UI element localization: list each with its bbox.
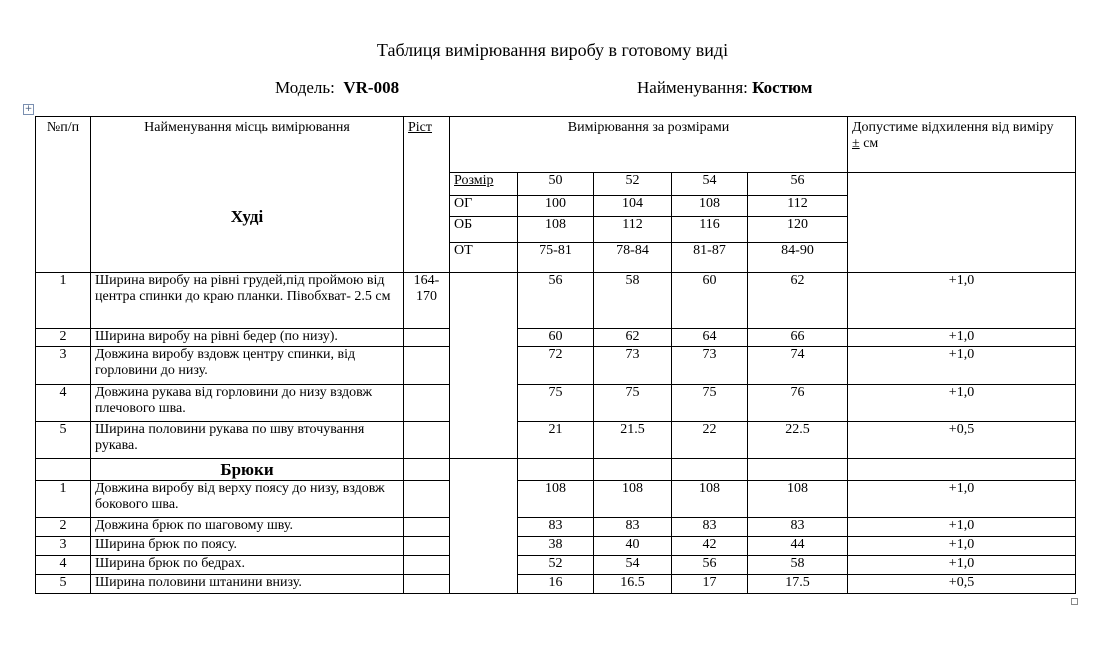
blank-cell: [404, 422, 450, 459]
table-row: [36, 422, 1076, 459]
row-value: 108: [672, 481, 748, 518]
row-num: 3: [36, 347, 91, 385]
row-text: Ширина виробу на рівні грудей,під проймою від центра спинки до краю планки. Півобхват- 2.5 см: [91, 273, 404, 329]
chest-label: ОГ: [450, 196, 518, 217]
row-text: Ширина брюк по бедрах.: [91, 556, 404, 575]
row-tolerance: +1,0: [848, 556, 1076, 575]
row-value: 75: [518, 385, 594, 422]
chest-value: 108: [672, 196, 748, 217]
name-value: Костюм: [752, 78, 813, 97]
hip-value: 108: [518, 217, 594, 243]
blank-cell: [594, 459, 672, 481]
chest-value: 104: [594, 196, 672, 217]
table-row: [36, 385, 1076, 422]
blank-cell: [450, 459, 518, 594]
row-value: 17: [672, 575, 748, 594]
blank-cell: [404, 329, 450, 347]
row-value: 83: [672, 518, 748, 537]
row-num: 1: [36, 273, 91, 329]
row-tolerance: +1,0: [848, 537, 1076, 556]
row-value: 83: [594, 518, 672, 537]
row-value: 62: [594, 329, 672, 347]
blank-cell: [404, 459, 450, 481]
row-value: 73: [594, 347, 672, 385]
row-value: 60: [518, 329, 594, 347]
header-tolerance-text: Допустиме відхилення від виміру: [852, 120, 1054, 135]
header-place-label: Найменування місць вимірювання: [144, 120, 350, 135]
model-line: [275, 78, 399, 98]
row-value: 56: [672, 556, 748, 575]
row-value: 64: [672, 329, 748, 347]
row-text: Ширина половини рукава по шву вточування рукава.: [91, 422, 404, 459]
row-num: 2: [36, 518, 91, 537]
row-value: 66: [748, 329, 848, 347]
size-label-text: Розмір: [454, 173, 494, 188]
header-place: [91, 117, 404, 273]
header-num: №п/п: [36, 117, 91, 273]
size-value: 56: [748, 173, 848, 196]
blank-cell: [404, 537, 450, 556]
row-value: 54: [594, 556, 672, 575]
section-title-hoodie: Худі: [230, 207, 264, 226]
header-tolerance: [848, 117, 1076, 173]
row-value: 83: [518, 518, 594, 537]
row-value: 60: [672, 273, 748, 329]
row-value: 108: [518, 481, 594, 518]
row-value: 21: [518, 422, 594, 459]
row-num: 1: [36, 481, 91, 518]
blank-cell: [404, 575, 450, 594]
header-tolerance-unit: см: [863, 136, 879, 151]
row-value: 42: [672, 537, 748, 556]
header-tolerance-unit-line: [852, 136, 1071, 152]
hip-value: 120: [748, 217, 848, 243]
header-measurements: Вимірювання за розмірами: [450, 117, 848, 173]
row-text: Довжина брюк по шаговому шву.: [91, 518, 404, 537]
section-title-row: [36, 459, 1076, 481]
model-value: VR-008: [343, 78, 400, 97]
table-row: [36, 481, 1076, 518]
blank-cell: [404, 347, 450, 385]
row-value: 52: [518, 556, 594, 575]
row-value: 76: [748, 385, 848, 422]
table-move-handle-icon[interactable]: +: [24, 104, 33, 114]
row-value: 38: [518, 537, 594, 556]
row-value: 22: [672, 422, 748, 459]
row-text: Довжина виробу від верху поясу до низу, вздовж бокового шва.: [91, 481, 404, 518]
row-num: 4: [36, 556, 91, 575]
row-value: 108: [594, 481, 672, 518]
row-value: 72: [518, 347, 594, 385]
measurement-table: [35, 116, 1076, 594]
row-tolerance: +0,5: [848, 575, 1076, 594]
chest-value: 112: [748, 196, 848, 217]
row-num: 2: [36, 329, 91, 347]
row-tolerance: +1,0: [848, 518, 1076, 537]
hip-value: 116: [672, 217, 748, 243]
table-resize-handle[interactable]: [1071, 598, 1078, 605]
table-row: [36, 329, 1076, 347]
height-value: 164-170: [404, 273, 450, 329]
row-num: 4: [36, 385, 91, 422]
row-num: 5: [36, 422, 91, 459]
row-value: 16.5: [594, 575, 672, 594]
row-value: 83: [748, 518, 848, 537]
row-num: 3: [36, 537, 91, 556]
table-row: [36, 537, 1076, 556]
waist-value: 81-87: [672, 243, 748, 273]
blank-cell: [518, 459, 594, 481]
row-value: 108: [748, 481, 848, 518]
row-value: 40: [594, 537, 672, 556]
blank-cell: [404, 481, 450, 518]
row-value: 58: [748, 556, 848, 575]
chest-value: 100: [518, 196, 594, 217]
row-value: 75: [672, 385, 748, 422]
blank-cell: [404, 518, 450, 537]
row-num: 5: [36, 575, 91, 594]
header-height-label: Ріст: [408, 120, 433, 135]
blank-cell: [672, 459, 748, 481]
waist-label: ОТ: [450, 243, 518, 273]
row-tolerance: +1,0: [848, 347, 1076, 385]
tolerance-blank: [848, 173, 1076, 273]
size-label: [450, 173, 518, 196]
waist-value: 78-84: [594, 243, 672, 273]
row-text: Довжина рукава від горловини до низу вздовж плечового шва.: [91, 385, 404, 422]
row-value: 44: [748, 537, 848, 556]
table-row: [36, 518, 1076, 537]
row-value: 56: [518, 273, 594, 329]
row-value: 21.5: [594, 422, 672, 459]
hip-label: ОБ: [450, 217, 518, 243]
row-text: Ширина половини штанини внизу.: [91, 575, 404, 594]
row-value: 58: [594, 273, 672, 329]
row-text: Ширина брюк по поясу.: [91, 537, 404, 556]
blank-cell: [404, 556, 450, 575]
row-value: 74: [748, 347, 848, 385]
size-value: 52: [594, 173, 672, 196]
row-value: 17.5: [748, 575, 848, 594]
row-tolerance: +1,0: [848, 273, 1076, 329]
blank-cell: [450, 273, 518, 459]
name-line: [637, 78, 812, 98]
blank-cell: [748, 459, 848, 481]
plus-minus-sign: ±: [852, 136, 860, 151]
row-tolerance: +0,5: [848, 422, 1076, 459]
table-row: [36, 575, 1076, 594]
blank-cell: [848, 459, 1076, 481]
row-value: 75: [594, 385, 672, 422]
row-text: Ширина виробу на рівні бедер (по низу).: [91, 329, 404, 347]
waist-value: 75-81: [518, 243, 594, 273]
section-title-trousers: Брюки: [91, 459, 404, 481]
row-tolerance: +1,0: [848, 481, 1076, 518]
row-value: 73: [672, 347, 748, 385]
waist-value: 84-90: [748, 243, 848, 273]
row-text: Довжина виробу вздовж центру спинки, від горловини до низу.: [91, 347, 404, 385]
blank-cell: [36, 459, 91, 481]
document-title: Таблиця вимірювання виробу в готовому виді: [376, 40, 729, 60]
table-row: [36, 556, 1076, 575]
name-label: Найменування:: [637, 78, 748, 97]
model-label: Модель:: [275, 78, 335, 97]
size-value: 50: [518, 173, 594, 196]
size-value: 54: [672, 173, 748, 196]
row-value: 22.5: [748, 422, 848, 459]
header-height: [404, 117, 450, 273]
hip-value: 112: [594, 217, 672, 243]
row-value: 16: [518, 575, 594, 594]
row-tolerance: +1,0: [848, 329, 1076, 347]
table-row: [36, 273, 1076, 329]
row-tolerance: +1,0: [848, 385, 1076, 422]
table-row: [36, 347, 1076, 385]
row-value: 62: [748, 273, 848, 329]
blank-cell: [404, 385, 450, 422]
